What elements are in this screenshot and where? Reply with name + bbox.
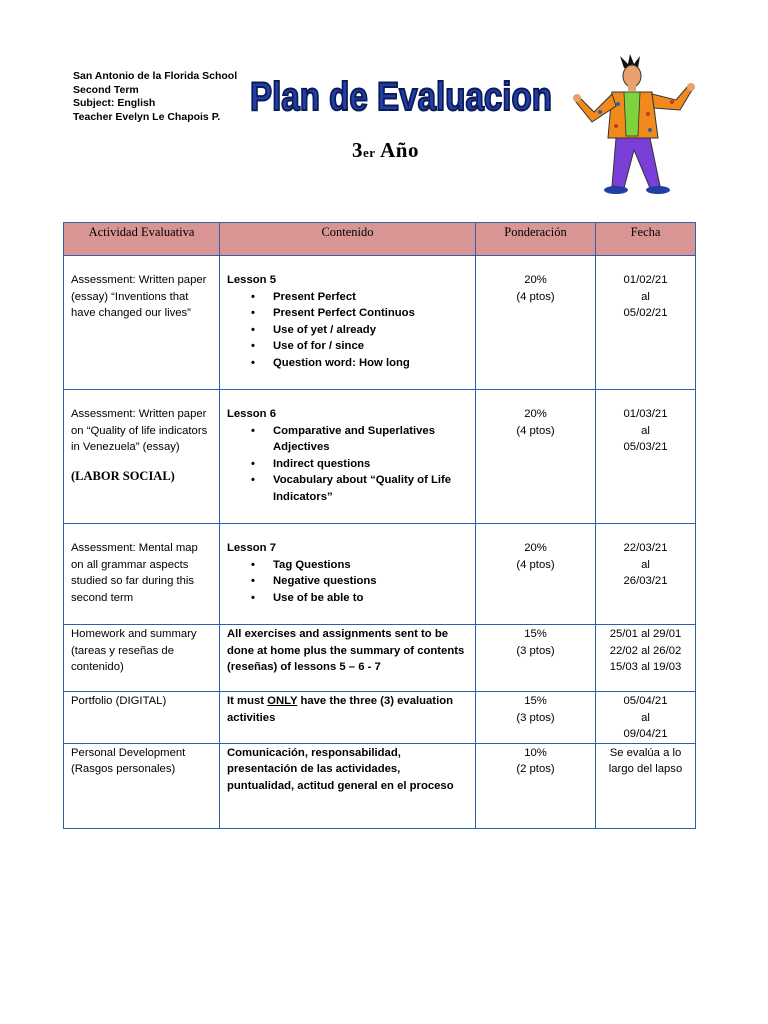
table-row	[64, 256, 696, 390]
grade-number: 3	[352, 138, 363, 162]
weight-cell	[476, 743, 596, 828]
content-cell	[220, 256, 476, 390]
header-weight: Ponderación	[476, 223, 596, 256]
page-title	[246, 66, 558, 122]
weight-percent: 10%	[524, 746, 547, 759]
date-range: 25/01 al 29/01	[609, 628, 682, 640]
header-activity: Actividad Evaluativa	[64, 223, 220, 256]
weight-points: (3 ptos)	[516, 711, 555, 724]
teacher: Teacher Evelyn Le Chapois P.	[73, 110, 221, 123]
date-from: 22/03/21	[623, 542, 668, 554]
topic-list	[227, 289, 469, 372]
content-cell: Comunicación, responsabilidad, presentación de las actividades, puntualidad, actitud general en el proceso	[220, 743, 476, 828]
content-emphasis: ONLY	[267, 695, 298, 707]
content-cell	[220, 390, 476, 524]
content-text-a: It must	[227, 695, 268, 707]
weight-percent: 20%	[524, 542, 547, 554]
activity-text: Assessment: Written paper on “Quality of life indicators in Venezuela” (essay)	[71, 408, 208, 454]
activity-cell: Assessment: Written paper (essay) “Inventions that have changed our lives”	[64, 256, 220, 390]
weight-points: (4 ptos)	[516, 290, 555, 303]
table-row	[64, 625, 696, 692]
weight-percent: 20%	[524, 408, 547, 420]
date-range: 15/03 al 19/03	[609, 661, 682, 674]
content-text-b: have the three (3) evaluation activities	[227, 695, 454, 724]
date-range: 22/02 al 26/02	[609, 644, 682, 657]
list-item: • Tag Questions	[273, 557, 469, 574]
table-row	[64, 692, 696, 744]
cartoon-person-icon	[572, 54, 702, 200]
weight-percent: 15%	[524, 628, 547, 640]
list-item: • Use of for / since	[273, 338, 469, 355]
content-cell	[220, 524, 476, 625]
date-to: 09/04/21	[623, 728, 668, 741]
activity-cell	[64, 390, 220, 524]
subject: Subject: English	[73, 97, 156, 109]
content-cell: All exercises and assignments sent to be done at home plus the summary of contents (reseñas) of lessons 5 – 6 - 7	[220, 625, 476, 692]
header-date: Fecha	[596, 223, 696, 256]
date-cell	[596, 390, 696, 524]
date-to: 05/03/21	[623, 441, 668, 454]
list-item: • Question word: How long	[273, 355, 469, 372]
activity-cell: Assessment: Mental map on all grammar aspects studied so far during this second term	[64, 524, 220, 625]
date-to: 26/03/21	[623, 575, 668, 588]
weight-percent: 20%	[524, 274, 547, 286]
weight-cell	[476, 625, 596, 692]
content-cell	[220, 692, 476, 744]
topic-list	[227, 423, 469, 506]
grade-heading	[352, 138, 419, 163]
date-cell	[596, 625, 696, 692]
list-item: • Use of yet / already	[273, 322, 469, 339]
weight-points: (2 ptos)	[516, 763, 555, 776]
weight-cell	[476, 692, 596, 744]
date-cell	[596, 524, 696, 625]
header-content: Contenido	[220, 223, 476, 256]
date-separator: al	[641, 290, 650, 303]
weight-percent: 15%	[524, 695, 547, 707]
table-row	[64, 390, 696, 524]
lesson-label: Lesson 5	[227, 274, 276, 286]
list-item: • Indirect questions	[273, 456, 469, 473]
grade-suffix: er	[363, 145, 376, 160]
activity-cell: Homework and summary (tareas y reseñas de contenido)	[64, 625, 220, 692]
date-separator: al	[641, 424, 650, 437]
weight-points: (3 ptos)	[516, 644, 555, 657]
date-cell: Se evalúa a lo largo del lapso	[596, 743, 696, 828]
date-cell	[596, 692, 696, 744]
labor-social-label: (LABOR SOCIAL)	[71, 468, 175, 483]
date-separator: al	[641, 558, 650, 571]
activity-cell: Personal Development (Rasgos personales)	[64, 743, 220, 828]
lesson-label: Lesson 6	[227, 408, 276, 420]
weight-points: (4 ptos)	[516, 558, 555, 571]
date-to: 05/02/21	[623, 307, 668, 320]
grade-word: Año	[380, 138, 419, 162]
topic-list	[227, 557, 469, 607]
weight-cell	[476, 256, 596, 390]
date-separator: al	[641, 711, 650, 724]
school-info	[73, 70, 237, 124]
weight-cell	[476, 390, 596, 524]
table-row	[64, 524, 696, 625]
weight-cell	[476, 524, 596, 625]
list-item: • Negative questions	[273, 573, 469, 590]
date-from: 01/02/21	[623, 274, 668, 286]
weight-points: (4 ptos)	[516, 424, 555, 437]
date-from: 01/03/21	[623, 408, 668, 420]
evaluation-table	[63, 222, 696, 829]
table-row	[64, 743, 696, 828]
table-header-row	[64, 223, 696, 256]
date-from: 05/04/21	[623, 695, 668, 707]
list-item: • Present Perfect Continuos	[273, 305, 469, 322]
list-item: • Present Perfect	[273, 289, 469, 306]
activity-cell: Portfolio (DIGITAL)	[64, 692, 220, 744]
list-item: • Comparative and Superlatives Adjectives	[273, 423, 469, 456]
date-cell	[596, 256, 696, 390]
list-item: • Vocabulary about “Quality of Life Indicators”	[273, 472, 469, 505]
list-item: • Use of be able to	[273, 590, 469, 607]
school-name: San Antonio de la Florida School	[73, 70, 238, 82]
lesson-label: Lesson 7	[227, 542, 276, 554]
term: Second Term	[73, 83, 139, 96]
page-title-text: Plan de Evaluacion	[250, 75, 552, 119]
